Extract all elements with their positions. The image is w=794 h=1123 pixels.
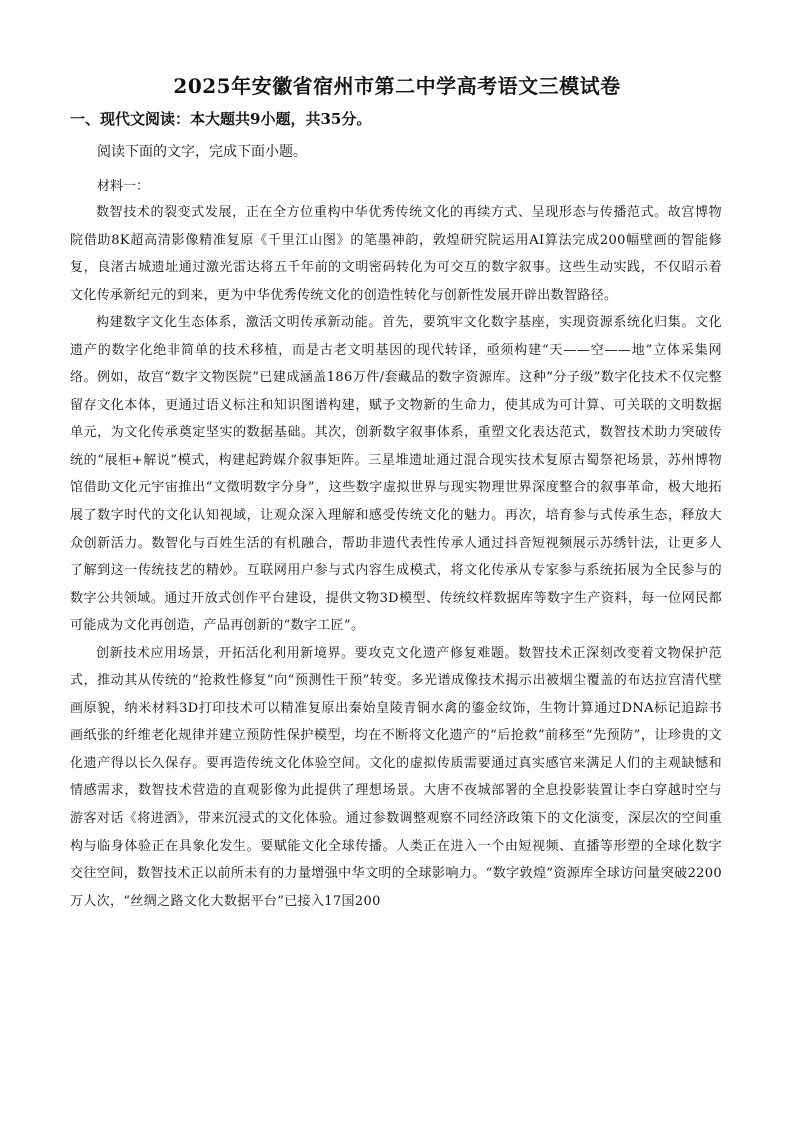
exam-title: 2025年安徽省宿州市第二中学高考语文三模试卷	[173, 74, 621, 98]
passage-paragraph: 构建数字文化生态体系，激活文明传承新动能。首先，要筑牢文化数字基座，实现资源系统化归集。文化遗产的数字化绝非简单的技术移植，而是古老文明基因的现代转译，亟须构建“天——空——地”立体采集网络。例如，故宫“数字文物医院”已建成涵盖186万件/套藏品的数字资源库。这种“分子级”数字化技术不仅完整留存文化本体，更通过语义标注和知识图谱构建，赋予文物新的生命力，使其成为可计算、可关联的文明数据单元，为文化传承奠定坚实的数据基础。其次，创新数字叙事体系，重塑文化表达范式，数智技术助力突破传统的“展柜+解说”模式，构建起跨媒介叙事矩阵。三星堆遗址通过混合现实技术复原古蜀祭祀场景，苏州博物馆借助文化元宇宙推出“文徵明数字分身”，这些数字虚拟世界与现实物理世界深度整合的叙事革命，极大地拓展了数字时代的文化认知视域，让观众深入理解和感受传统文化的魅力。再次，培育参与式传承生态，释放大众创新活力。数智化与百姓生活的有机融合，帮助非遗代表性传承人通过抖音短视频展示苏绣针法，让更多人了解到这一传统技艺的精妙。互联网用户参与式内容生成模式，将文化传承从专家参与系统拓展为全民参与的数字公共领域。通过开放式创作平台建设，提供文物3D模型、传统纹样数据库等数字生产资料，每一位网民都可能成为文化再创造，产品再创新的“数字工匠”。	[70, 315, 722, 634]
section-heading: 一、现代文阅读：本大题共9小题，共35分。	[70, 110, 372, 128]
material-label: 材料一：	[97, 179, 150, 194]
passage-body	[70, 199, 722, 915]
reading-instruction: 阅读下面的文字，完成下面小题。	[97, 144, 307, 160]
passage-paragraph: 创新技术应用场景，开拓活化利用新境界。要攻克文化遗产修复难题。数智技术正深刻改变着文物保护范式，推动其从传统的“抢救性修复”向“预测性干预”转变。多光谱成像技术揭示出被烟尘覆盖的布达拉宫清代壁画原貌，纳米材料3D打印技术可以精准复原出秦始皇陵青铜水禽的鎏金纹饰，生物计算通过DNA标记追踪书画纸张的纤维老化规律并建立预防性保护模型，均在不断将文化遗产的“后抢救”前移至“先预防”，让珍贵的文化遗产得以长久保存。要再造传统文化体验空间。文化的虚拟传质需要通过真实感官来满足人们的主观缺憾和情感需求，数智技术营造的直观影像为此提供了理想场景。大唐不夜城部署的全息投影装置让李白穿越时空与游客对话《将进酒》，带来沉浸式的文化体验。通过参数调整观察不同经济政策下的文化演变，深层次的空间重构与临身体验正在具象化发生。要赋能文化全球传播。人类正在进入一个由短视频、直播等形塑的全球化数字交往空间，数智技术正以前所未有的力量增强中华文明的全球影响力。“数字敦煌”资源库全球访问量突破2200万人次，“丝绸之路文化大数据平台”已接入17国200	[70, 645, 722, 909]
passage-paragraph: 数智技术的裂变式发展，正在全方位重构中华优秀传统文化的再续方式、呈现形态与传播范式。故宫博物院借助8K超高清影像精准复原《千里江山图》的笔墨神韵，敦煌研究院运用AI算法完成200幅壁画的智能修复，良渚古城遗址通过激光雷达将五千年前的文明密码转化为可交互的数字叙事。这些生动实践，不仅昭示着文化传承新纪元的到来，更为中华优秀传统文化的创造性转化与创新性发展开辟出数智路径。	[70, 205, 722, 303]
